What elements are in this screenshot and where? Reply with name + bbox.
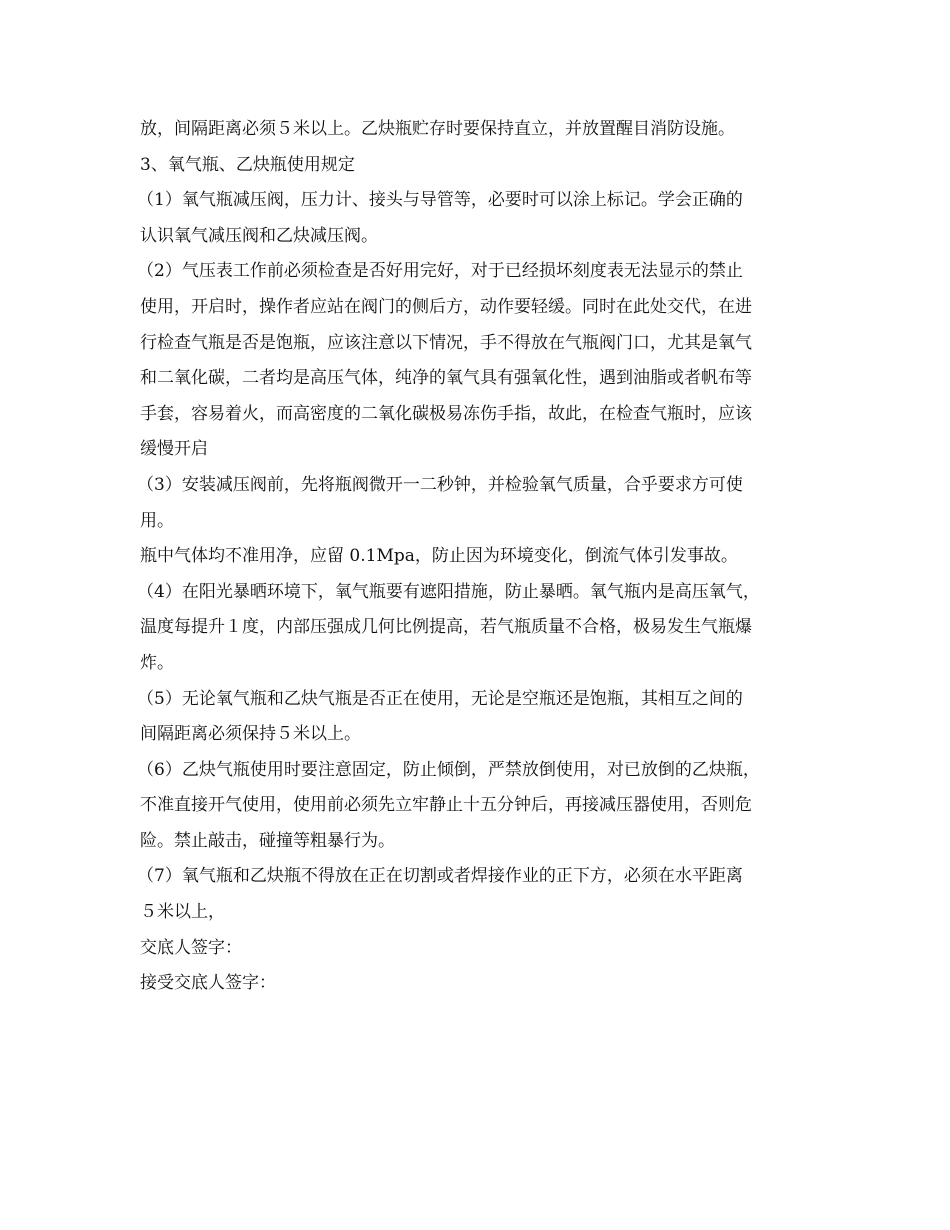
text-line: 瓶中气体均不准用净，应留 0.1Mpa，防止因为环境变化，倒流气体引发事故。 xyxy=(140,546,738,567)
text-line: 缓慢开启 xyxy=(140,439,208,460)
signature-label-presenter: 交底人签字： xyxy=(140,937,242,958)
text-line: 用。 xyxy=(140,510,174,531)
text-line: （7）氧气瓶和乙炔瓶不得放在正在切割或者焊接作业的正下方，必须在水平距离 xyxy=(137,866,743,887)
text-line: 放，间隔距离必须５米以上。乙炔瓶贮存时要保持直立，并放置醒目消防设施。 xyxy=(140,119,735,139)
text-line: （5）无论氧气瓶和乙炔气瓶是否正在使用，无论是空瓶还是饱瓶，其相互之间的 xyxy=(137,688,743,709)
text-line: 行检查气瓶是否是饱瓶，应该注意以下情况，手不得放在气瓶阀门口，尤其是氧气 xyxy=(140,332,752,353)
text-line: 炸。 xyxy=(140,652,174,673)
text-line: ５米以上， xyxy=(140,902,225,923)
text-line: 不准直接开气使用，使用前必须先立牢静止十五分钟后，再接减压器使用，否则危 xyxy=(140,795,752,816)
text-line: （4）在阳光暴晒环境下，氧气瓶要有遮阳措施，防止暴晒。氧气瓶内是高压氧气， xyxy=(137,581,760,602)
text-line: （3）安装减压阀前，先将瓶阀微开一二秒钟，并检验氧气质量，合乎要求方可使 xyxy=(137,474,743,495)
text-line: 使用，开启时，操作者应站在阀门的侧后方，动作要轻缓。同时在此处交代，在进 xyxy=(140,296,752,317)
text-line: 险。禁止敲击，碰撞等粗暴行为。 xyxy=(140,830,395,851)
section-heading: 3、氧气瓶、乙炔瓶使用规定 xyxy=(140,154,355,175)
text-line: 认识氧气减压阀和乙炔减压阀。 xyxy=(140,225,378,246)
signature-label-recipient: 接受交底人签字： xyxy=(140,973,276,994)
text-line: 和二氧化碳，二者均是高压气体，纯净的氧气具有强氧化性，遇到油脂或者帆布等 xyxy=(140,368,752,389)
text-line: 温度每提升１度，内部压强成几何比例提高，若气瓶质量不合格，极易发生气瓶爆 xyxy=(140,617,752,638)
text-line: （2）气压表工作前必须检查是否好用完好，对于已经损坏刻度表无法显示的禁止 xyxy=(137,261,743,282)
text-line: （6）乙炔气瓶使用时要注意固定，防止倾倒，严禁放倒使用，对已放倒的乙炔瓶， xyxy=(137,759,760,780)
document-body xyxy=(137,112,820,1002)
text-line: （1）氧气瓶减压阀，压力计、接头与导管等，必要时可以涂上标记。学会正确的 xyxy=(137,190,743,211)
text-line: 手套，容易着火，而高密度的二氧化碳极易冻伤手指，故此，在检查气瓶时，应该 xyxy=(140,403,752,424)
text-line: 间隔距离必须保持５米以上。 xyxy=(140,724,361,745)
